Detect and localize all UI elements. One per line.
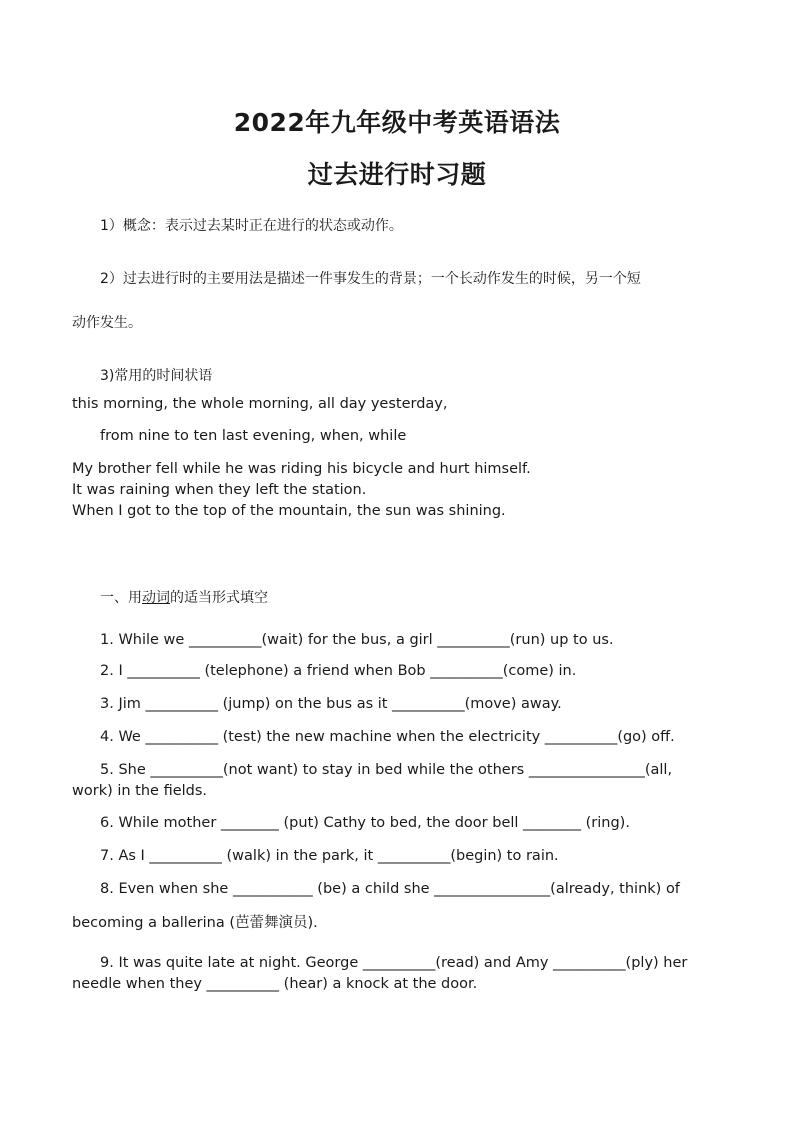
page-title: 2022年九年级中考英语语法: [233, 108, 561, 137]
section-heading: [100, 587, 268, 607]
exercise-6: 6. While mother ________ (put) Cathy to bed, the door bell ________ (ring).: [100, 815, 630, 831]
exercise-1: 1. While we __________(wait) for the bus, a girl __________(run) up to us.: [100, 632, 614, 648]
exercise-5-continued: work) in the fields.: [72, 783, 208, 799]
section-prefix: 一、用: [100, 590, 142, 606]
exercise-3: 3. Jim __________ (jump) on the bus as it __________(move) away.: [100, 696, 562, 712]
example-sentence: When I got to the top of the mountain, the sun was shining.: [72, 503, 506, 519]
time-adverbials-heading: 3)常用的时间状语: [100, 368, 213, 384]
exercise-4: 4. We __________ (test) the new machine when the electricity __________(go) off.: [100, 729, 675, 745]
exercise-2: 2. I __________ (telephone) a friend when Bob __________(come) in.: [100, 663, 577, 679]
exercise-5: 5. She __________(not want) to stay in bed while the others ________________(all,: [100, 762, 673, 778]
page-subtitle: 过去进行时习题: [307, 160, 487, 189]
exercise-7: 7. As I __________ (walk) in the park, it __________(begin) to rain.: [100, 848, 559, 864]
exercise-8: 8. Even when she ___________ (be) a child she ________________(already, think) of: [100, 881, 680, 897]
exercise-9: 9. It was quite late at night. George __________(read) and Amy __________(ply) her: [100, 955, 688, 971]
time-adverbials-line1: this morning, the whole morning, all day yesterday,: [72, 396, 448, 412]
exercise-9-continued: needle when they __________ (hear) a knock at the door.: [72, 976, 478, 992]
concept-note: 1）概念：表示过去某时正在进行的状态或动作。: [100, 218, 403, 234]
example-sentence: My brother fell while he was riding his bicycle and hurt himself.: [72, 461, 531, 477]
time-adverbials-line2: from nine to ten last evening, when, while: [100, 428, 407, 444]
section-underlined: 动词: [142, 590, 170, 606]
usage-note-line2: 动作发生。: [72, 315, 142, 331]
section-suffix: 的适当形式填空: [170, 590, 268, 606]
example-sentence: It was raining when they left the station.: [72, 482, 367, 498]
exercise-8-continued: becoming a ballerina (芭蕾舞演员).: [72, 915, 318, 931]
usage-note-line1: 2）过去进行时的主要用法是描述一件事发生的背景；一个长动作发生的时候，另一个短: [100, 271, 641, 287]
